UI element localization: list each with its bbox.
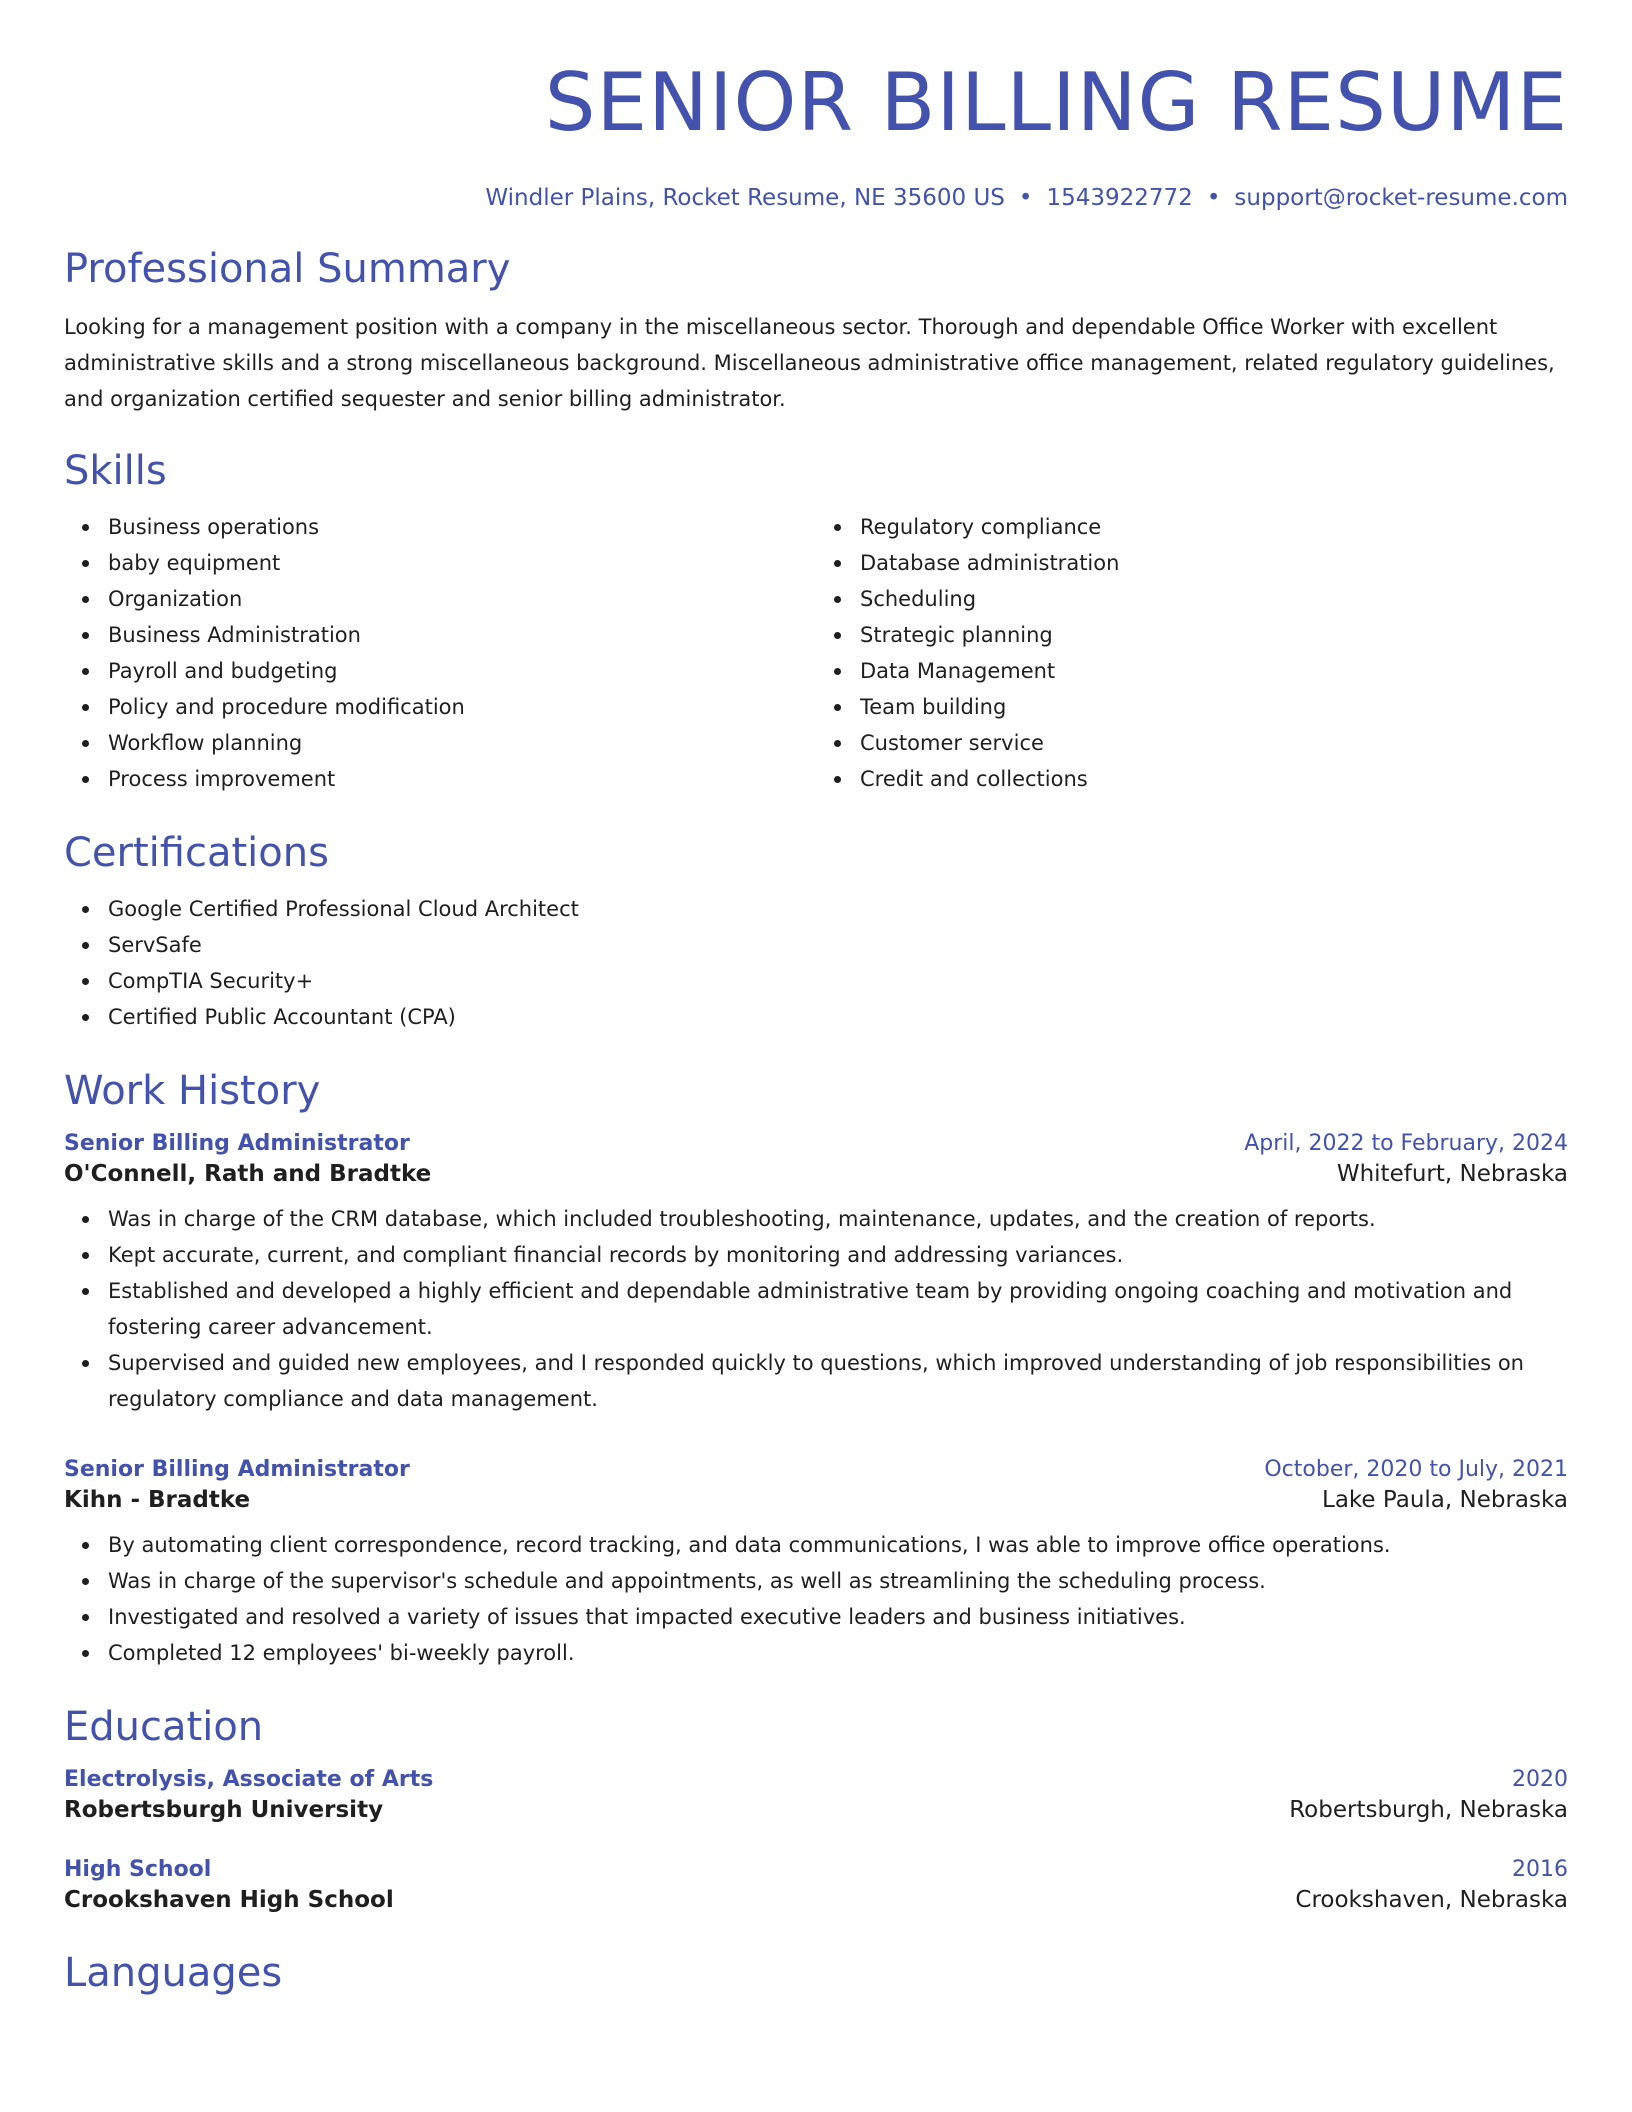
education-school: Robertsburgh University <box>64 1797 384 1823</box>
job-bullet: Investigated and resolved a variety of issues that impacted executive leaders and business initiatives. <box>108 1599 1568 1635</box>
skills-left-column <box>64 509 816 797</box>
job-location: Lake Paula, Nebraska <box>1322 1487 1568 1513</box>
education-degree: High School <box>64 1857 212 1882</box>
work-history-heading: Work History <box>64 1068 321 1114</box>
education-year: 2016 <box>1512 1857 1568 1882</box>
education-school: Crookshaven High School <box>64 1887 394 1913</box>
education-entry <box>64 1765 1568 1825</box>
education-heading: Education <box>64 1704 264 1750</box>
skill-item: Database administration <box>860 545 1568 581</box>
skill-item: Team building <box>860 689 1568 725</box>
skill-item: Organization <box>108 581 816 617</box>
education-header-row <box>64 1855 1568 1885</box>
job-bullet: Kept accurate, current, and compliant financial records by monitoring and addressing variances. <box>108 1237 1568 1273</box>
job-bullet: Established and developed a highly efficient and dependable administrative team by providing ongoing coaching and motivation and fostering career advancement. <box>108 1273 1568 1345</box>
certification-item: CompTIA Security+ <box>108 963 1568 999</box>
job-company: Kihn - Bradtke <box>64 1487 251 1513</box>
skill-item: Strategic planning <box>860 617 1568 653</box>
certification-item: ServSafe <box>108 927 1568 963</box>
contact-separator: • <box>1206 185 1221 211</box>
skill-item: Process improvement <box>108 761 816 797</box>
job-company: O'Connell, Rath and Bradtke <box>64 1161 432 1187</box>
job-bullet: By automating client correspondence, record tracking, and data communications, I was able to improve office operations. <box>108 1527 1568 1563</box>
contact-line <box>64 183 1568 213</box>
education-school-row <box>64 1795 1568 1825</box>
education-entry <box>64 1855 1568 1915</box>
education-location: Crookshaven, Nebraska <box>1295 1887 1568 1913</box>
contact-phone: 1543922772 <box>1046 185 1193 211</box>
job-entry <box>64 1129 1568 1417</box>
job-header-row <box>64 1129 1568 1159</box>
summary-heading: Professional Summary <box>64 246 511 292</box>
education-year: 2020 <box>1512 1767 1568 1792</box>
skill-item: Policy and procedure modification <box>108 689 816 725</box>
skills-grid <box>64 509 1568 797</box>
job-bullet: Was in charge of the CRM database, which included troubleshooting, maintenance, updates, and the creation of reports. <box>108 1201 1568 1237</box>
skill-item: Credit and collections <box>860 761 1568 797</box>
job-company-row <box>64 1159 1568 1189</box>
job-title: Senior Billing Administrator <box>64 1457 410 1482</box>
skill-item: Payroll and budgeting <box>108 653 816 689</box>
skill-item: Business operations <box>108 509 816 545</box>
skills-right-column <box>816 509 1568 797</box>
job-location: Whitefurt, Nebraska <box>1336 1161 1568 1187</box>
certification-item: Certified Public Accountant (CPA) <box>108 999 1568 1035</box>
certifications-list <box>64 891 1568 1035</box>
job-header-row <box>64 1455 1568 1485</box>
languages-heading: Languages <box>64 1950 283 1996</box>
skill-item: Workflow planning <box>108 725 816 761</box>
contact-address: Windler Plains, Rocket Resume, NE 35600 US <box>485 185 1005 211</box>
education-header-row <box>64 1765 1568 1795</box>
contact-email[interactable]: support@rocket-resume.com <box>1234 185 1568 211</box>
certification-item: Google Certified Professional Cloud Architect <box>108 891 1568 927</box>
job-company-row <box>64 1485 1568 1515</box>
job-title: Senior Billing Administrator <box>64 1131 410 1156</box>
skill-item: Data Management <box>860 653 1568 689</box>
resume-name: SENIOR BILLING RESUME <box>544 56 1568 149</box>
skill-item: Regulatory compliance <box>860 509 1568 545</box>
education-school-row <box>64 1885 1568 1915</box>
job-bullet: Supervised and guided new employees, and I responded quickly to questions, which improved understanding of job responsibilities on regulatory compliance and data management. <box>108 1345 1568 1417</box>
job-bullet: Was in charge of the supervisor's schedule and appointments, as well as streamlining the scheduling process. <box>108 1563 1568 1599</box>
skill-item: Scheduling <box>860 581 1568 617</box>
skill-item: Business Administration <box>108 617 816 653</box>
education-degree: Electrolysis, Associate of Arts <box>64 1767 434 1792</box>
job-dates: April, 2022 to February, 2024 <box>1244 1131 1568 1156</box>
job-bullets <box>64 1527 1568 1671</box>
certifications-heading: Certifications <box>64 830 329 876</box>
summary-text: Looking for a management position with a company in the miscellaneous sector. Thorough and dependable Office Worker with excellent administrative skills and a strong miscellaneous background. Miscellaneous administrative office management, related regulatory guidelines, and organization certified sequester and senior billing administrator. <box>64 315 1555 411</box>
skills-heading: Skills <box>64 448 167 494</box>
job-bullet: Completed 12 employees' bi-weekly payroll. <box>108 1635 1568 1671</box>
contact-separator: • <box>1018 185 1033 211</box>
job-dates: October, 2020 to July, 2021 <box>1264 1457 1568 1482</box>
skill-item: Customer service <box>860 725 1568 761</box>
skill-item: baby equipment <box>108 545 816 581</box>
education-location: Robertsburgh, Nebraska <box>1289 1797 1568 1823</box>
job-bullets <box>64 1201 1568 1417</box>
job-entry <box>64 1455 1568 1671</box>
